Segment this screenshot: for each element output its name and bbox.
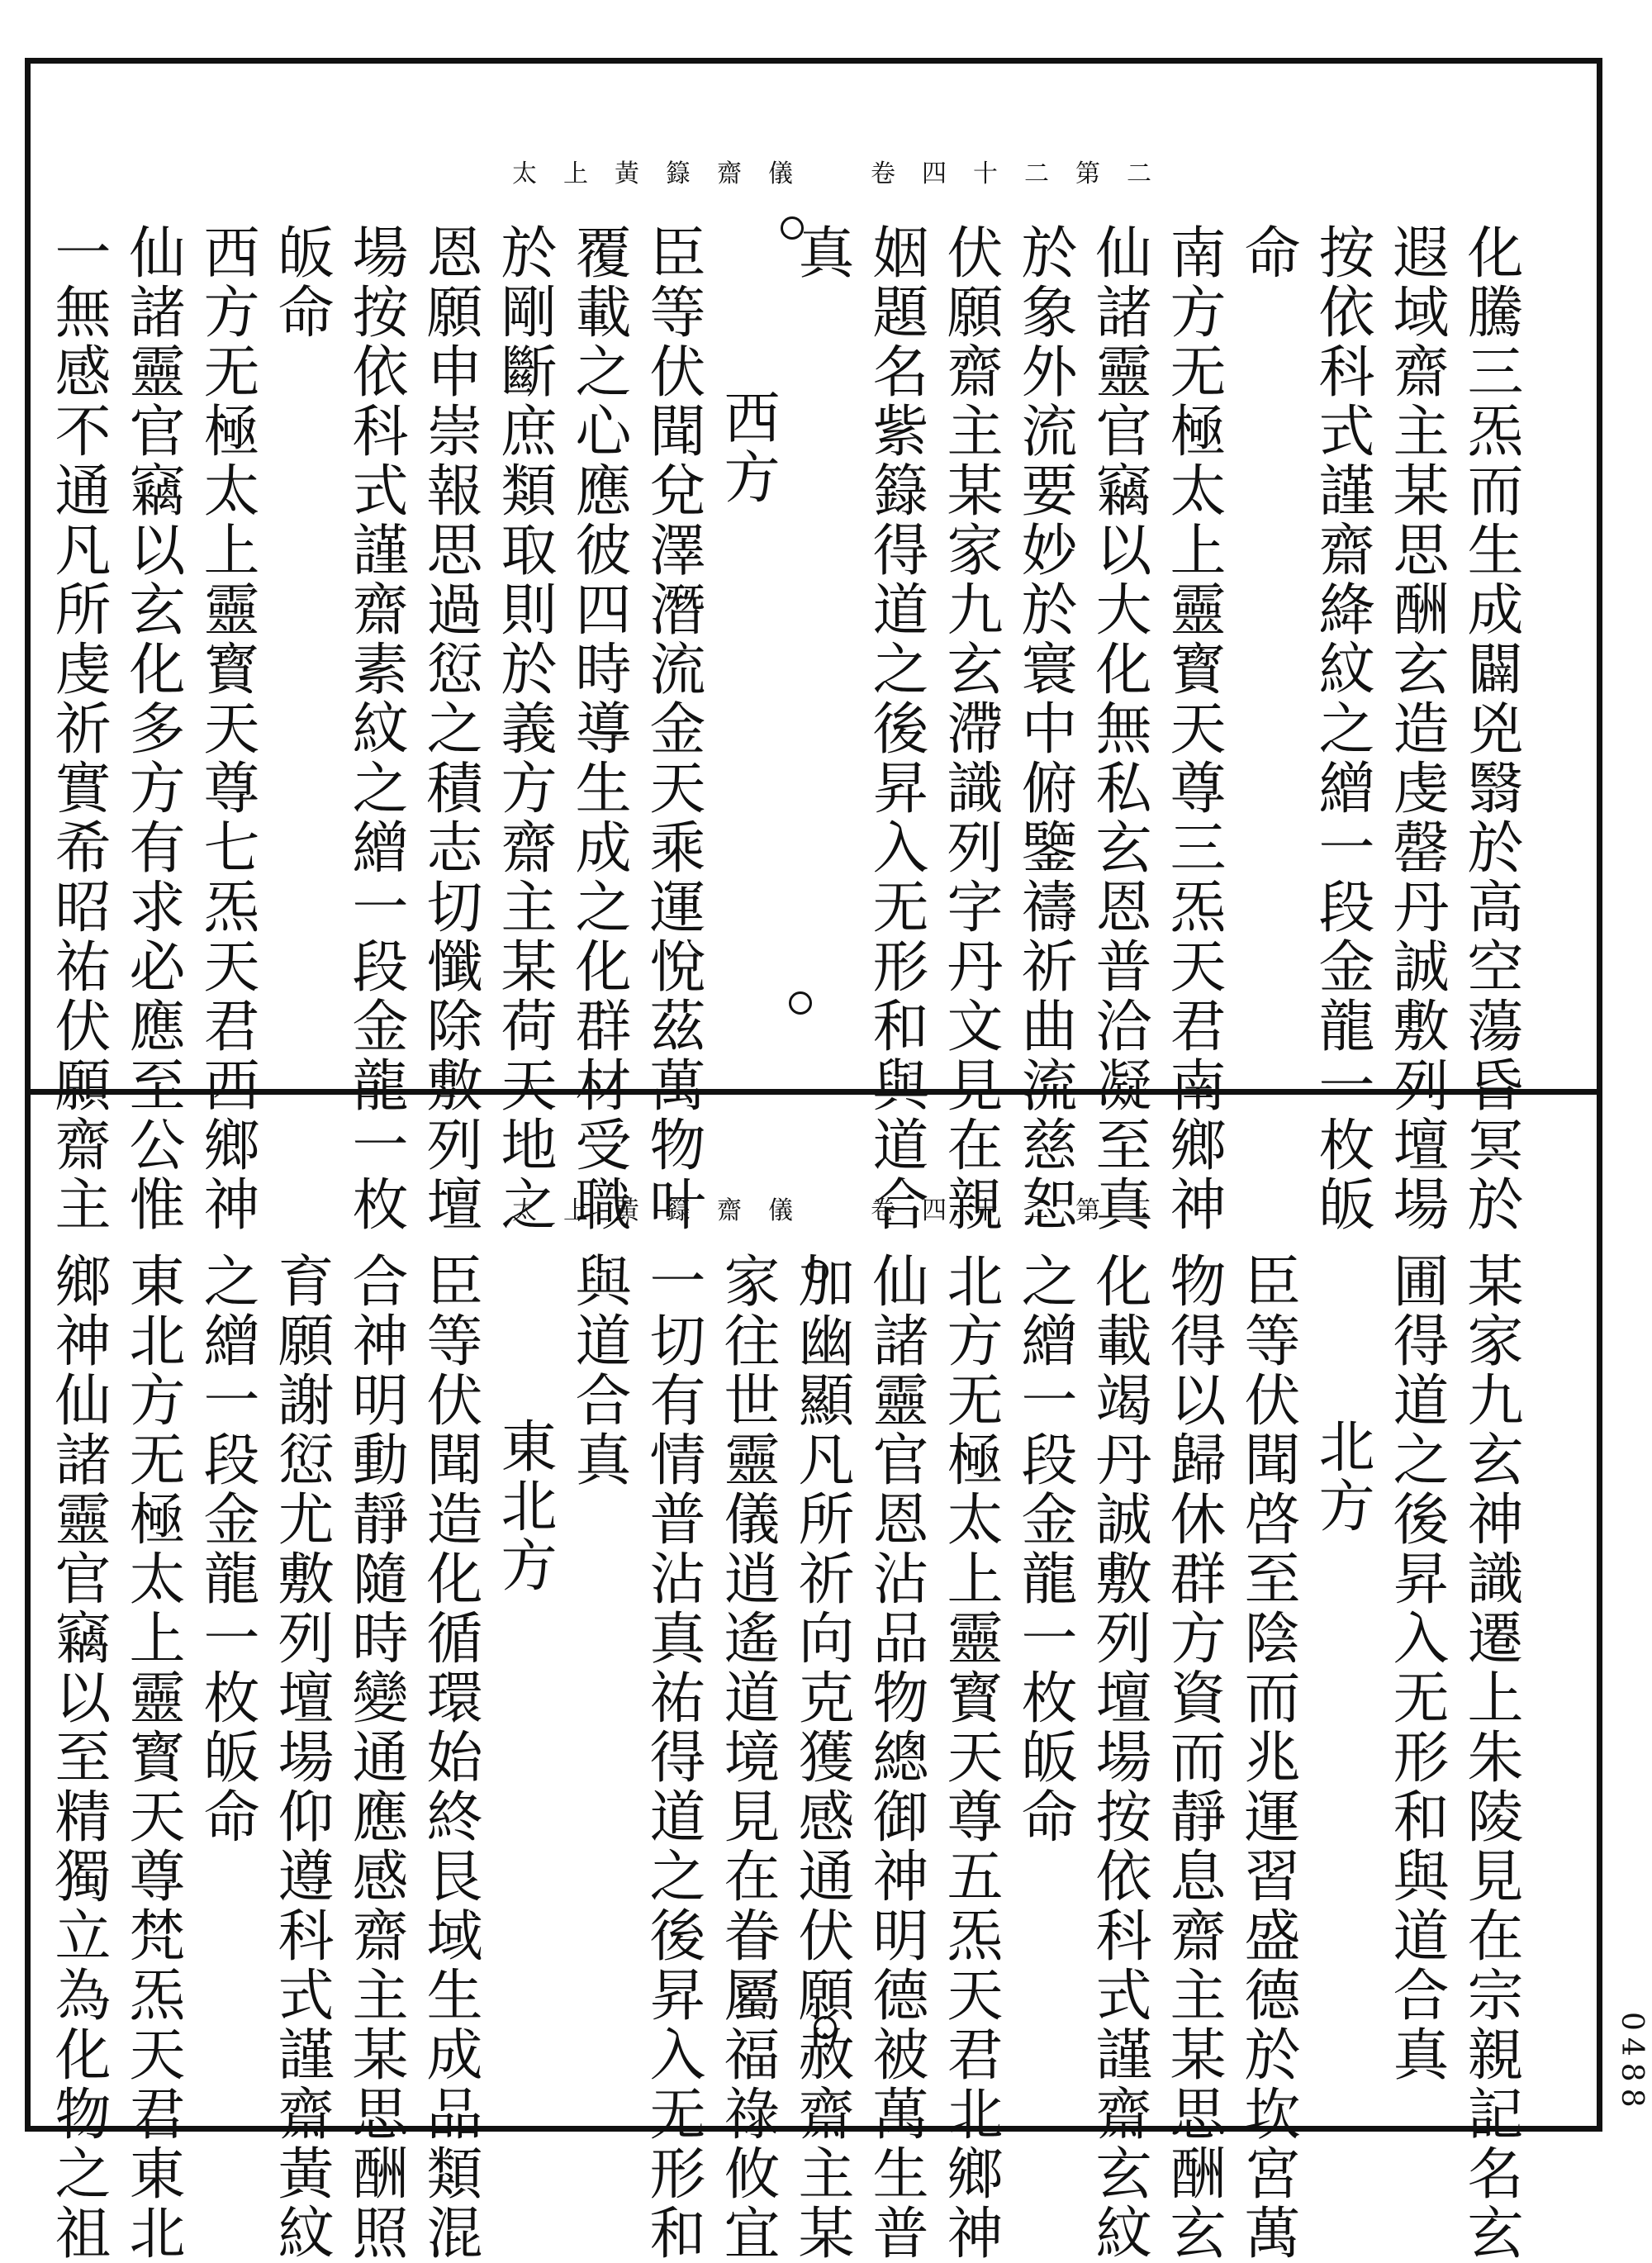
text-column: 北方无極太上靈寳天尊五炁天君北鄉神 <box>938 1252 1003 2263</box>
text-column: 家往世靈儀逍遙道境見在眷屬福祿攸宜 <box>714 1252 780 2263</box>
text-column: 一切有情普沾真祐得道之後昇入无形和 <box>640 1252 705 2263</box>
text-column: 於象外流要妙於寰中俯鑒禱祈曲流慈恕 <box>1012 223 1077 1234</box>
text-column: 場按依科式謹齋素紋之繒一段金龍一枚 <box>343 223 408 1234</box>
text-column: 化騰三炁而生成闢兇翳於高空蕩昏冥於 <box>1458 223 1523 1234</box>
text-column: 恩願申崇報思過愆之積志切懺除敷列壇 <box>417 223 482 1234</box>
text-column: 物得以歸休群方資而靜息齋主某思酬玄 <box>1161 1252 1226 2263</box>
punctuation-circle <box>805 1260 828 1283</box>
text-column: 北方 <box>1309 1417 1374 1536</box>
text-column: 臣等伏聞造化循環始終艮域生成品類混 <box>417 1252 482 2263</box>
text-column: 伏願齋主某家九玄滯識列字丹文見在親 <box>938 223 1003 1234</box>
text-column: 之繒一段金龍一枚皈命 <box>1012 1252 1077 1847</box>
text-column: 圃得道之後昇入无形和與道合真 <box>1384 1252 1449 2085</box>
text-column: 某家九玄神識遷上朱陵見在宗親記名玄 <box>1458 1252 1523 2263</box>
text-column: 姻題名紫籙得道之後昇入无形和與道合 <box>863 223 928 1234</box>
text-column: 覆載之心應彼四時導生成之化群材受職 <box>566 223 631 1234</box>
text-column: 於剛斷庶類取則於義方齋主某荷天地之 <box>491 223 557 1234</box>
text-column: 真 <box>789 223 854 283</box>
text-column: 臣等伏聞兌澤潛流金天乘運悅茲萬物叶 <box>640 223 705 1234</box>
text-column: 仙諸靈官竊以玄化多方有求必應至公惟 <box>120 223 185 1234</box>
text-column: 之繒一段金龍一枚皈命 <box>194 1252 259 1847</box>
text-column: 按依科式謹齋絳紋之繒一段金龍一枚皈 <box>1309 223 1374 1234</box>
text-column: 南方无極太上靈寳天尊三炁天君南鄉神 <box>1161 223 1226 1234</box>
punctuation-circle <box>781 216 804 240</box>
punctuation-circle <box>789 991 812 1015</box>
text-column: 仙諸靈官恩沾品物總御神明德被萬生普 <box>863 1252 928 2263</box>
text-column: 仙諸靈官竊以大化無私玄恩普洽凝至真 <box>1086 223 1151 1234</box>
lower-running-header: 太上黃籙齋儀 卷四十二第三 <box>512 1196 1178 1225</box>
punctuation-circle <box>814 2016 837 2039</box>
text-column: 合神明動靜隨時變通應感齋主某思酬照 <box>343 1252 408 2263</box>
upper-running-header: 太上黃籙齋儀 卷四十二第二 <box>512 159 1178 188</box>
text-column: 西方无極太上靈寳天尊七炁天君西鄉神 <box>194 223 259 1234</box>
text-column: 鄉神仙諸靈官竊以至精獨立為化物之祖 <box>45 1252 111 2263</box>
text-column: 加幽顯凡所祈向克獲感通伏願赦齋主某 <box>789 1252 854 2263</box>
text-column: 命 <box>1235 223 1300 283</box>
text-column: 皈命 <box>268 223 334 342</box>
text-column: 西方 <box>714 388 780 507</box>
text-column: 一無感不通凡所虔祈實希昭祐伏願齋主 <box>45 223 111 1234</box>
text-column: 化載竭丹誠敷列壇場按依科式謹齋玄紋 <box>1086 1252 1151 2263</box>
text-column: 與道合真 <box>566 1252 631 1490</box>
text-column: 臣等伏聞啓至陰而兆運習盛德於坎宮萬 <box>1235 1252 1300 2263</box>
text-column: 育願謝愆尤敷列壇場仰遵科式謹齋黃紋 <box>268 1252 334 2263</box>
page-number: 0488 <box>1615 2012 1649 2114</box>
text-column: 東北方无極太上靈寳天尊梵炁天君東北 <box>120 1252 185 2263</box>
text-column: 遐域齋主某思酬玄造虔罄丹誠敷列壇場 <box>1384 223 1449 1234</box>
text-column: 東北方 <box>491 1417 557 1595</box>
